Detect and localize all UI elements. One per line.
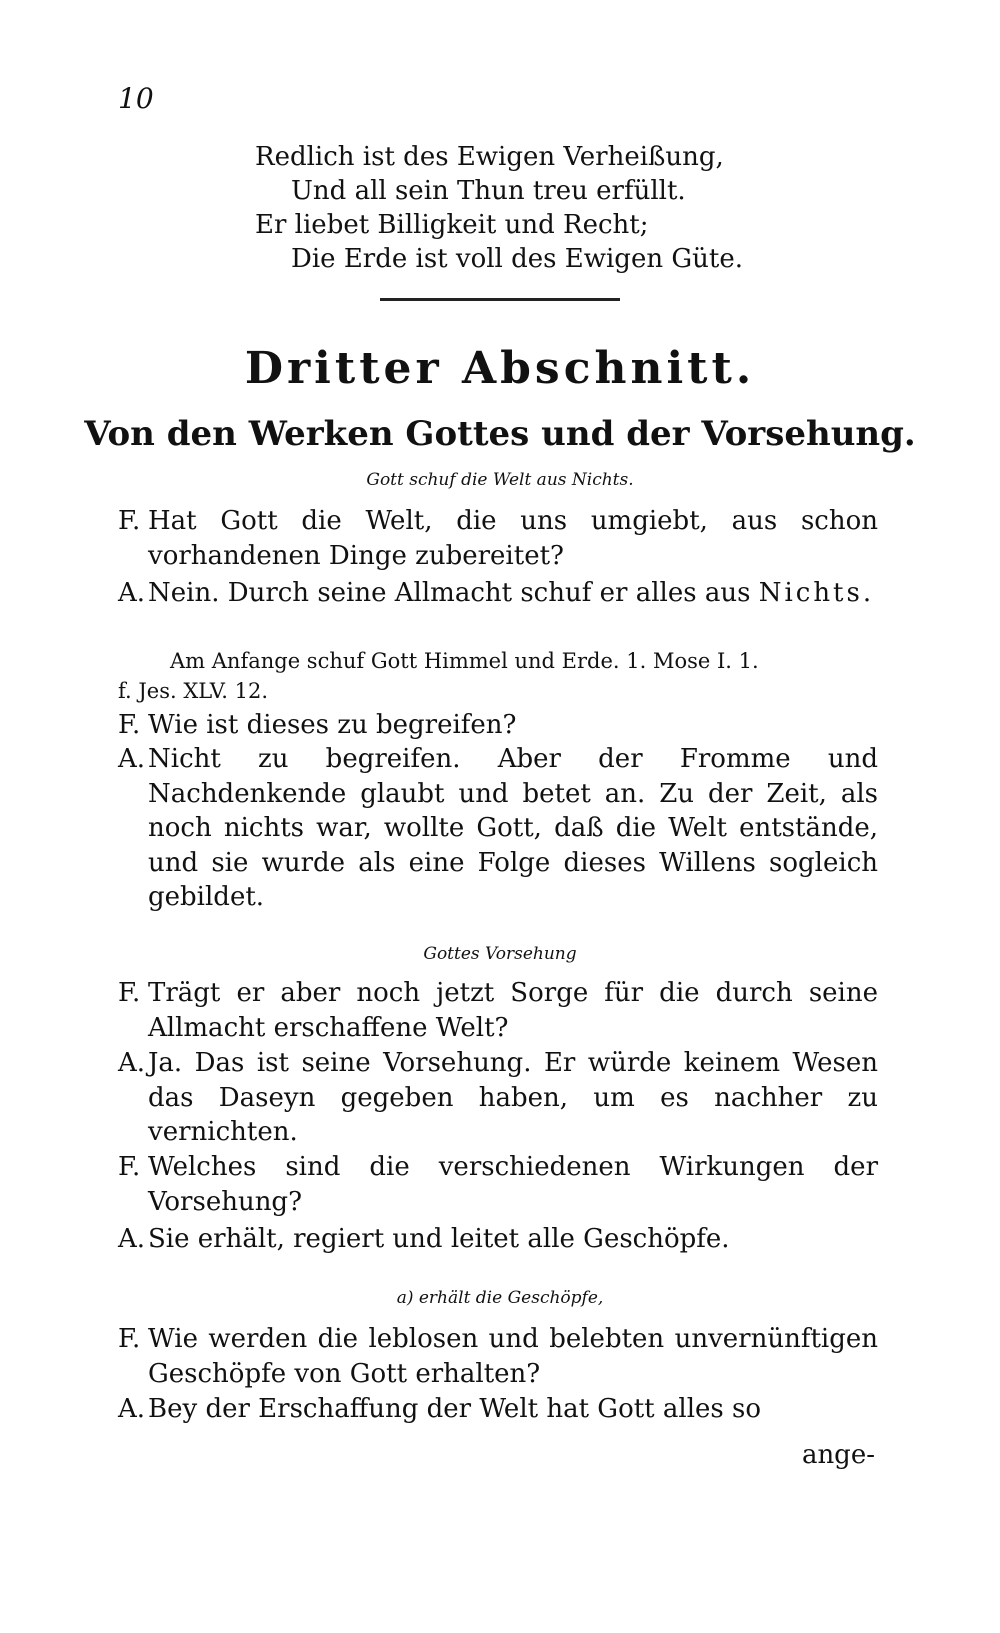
- qa-item: [118, 576, 878, 611]
- qa-label: F.: [118, 1324, 141, 1354]
- qa-item: [118, 1322, 878, 1391]
- reference-line: f. Jes. XLV. 12.: [118, 679, 268, 703]
- qa-item: [118, 708, 878, 743]
- qa-label: A.: [118, 578, 146, 608]
- qa-text-part: .: [862, 578, 872, 608]
- qa-item: [118, 1392, 878, 1427]
- qa-item: [118, 504, 878, 573]
- poem-stanza: [255, 140, 743, 276]
- qa-label: A.: [118, 1048, 146, 1078]
- qa-text: [118, 576, 878, 611]
- qa-text: Wie ist dieses zu begreifen?: [148, 710, 517, 740]
- qa-text: Bey der Erschaffung der Welt hat Gott alles so: [148, 1394, 762, 1424]
- qa-text-part: Nein. Durch seine Allmacht schuf er alles aus: [148, 578, 759, 608]
- qa-text: Hat Gott die Welt, die uns umgiebt, aus schon vorhandenen Dinge zubereitet?: [148, 506, 878, 571]
- qa-text: Wie werden die leblosen und belebten unvernünftigen Geschöpfe von Gott erhalten?: [148, 1324, 878, 1389]
- qa-label: A.: [118, 744, 146, 774]
- chapter-title: Dritter Abschnitt.: [244, 343, 756, 394]
- qa-text: Sie erhält, regiert und leitet alle Geschöpfe.: [148, 1224, 730, 1254]
- poem-line: Er liebet Billigkeit und Recht;: [255, 210, 649, 240]
- side-note: Gott schuf die Welt aus Nichts.: [366, 470, 634, 490]
- poem-line: Die Erde ist voll des Ewigen Güte.: [291, 244, 743, 274]
- qa-item: [118, 1150, 878, 1219]
- emphasis-word: Nichts: [758, 578, 863, 608]
- qa-text: Nicht zu begreifen. Aber der Fromme und Nachdenkende glaubt und betet an. Zu der Zeit, als noch nichts war, wollte Gott, daß die Welt entstände, und sie wurde als eine Folge dieses Willens sogleich gebildet.: [148, 744, 878, 912]
- section-divider: [380, 298, 620, 301]
- poem-line: Redlich ist des Ewigen Verheißung,: [255, 142, 724, 172]
- qa-text: Ja. Das ist seine Vorsehung. Er würde keinem Wesen das Daseyn gegeben haben, um es nachher zu vernichten.: [148, 1048, 878, 1147]
- poem-line: Und all sein Thun treu erfüllt.: [291, 176, 686, 206]
- qa-text: Trägt er aber noch jetzt Sorge für die durch seine Allmacht erschaffene Welt?: [148, 978, 878, 1043]
- side-note: a) erhält die Geschöpfe,: [396, 1288, 604, 1308]
- qa-item: [118, 742, 878, 915]
- qa-label: A.: [118, 1224, 146, 1254]
- qa-label: F.: [118, 710, 141, 740]
- page-number: 10: [118, 82, 154, 115]
- side-note: Gottes Vorsehung: [423, 944, 577, 964]
- section-title: Von den Werken Gottes und der Vorsehung.: [84, 414, 916, 454]
- bible-reference: [118, 646, 878, 706]
- qa-item: [118, 1222, 878, 1257]
- reference-line: Am Anfange schuf Gott Himmel und Erde. 1. Mose I. 1.: [170, 649, 759, 673]
- qa-item: [118, 1046, 878, 1150]
- qa-label: F.: [118, 978, 141, 1008]
- qa-label: F.: [118, 506, 141, 536]
- qa-label: F.: [118, 1152, 141, 1182]
- qa-label: A.: [118, 1394, 146, 1424]
- qa-item: [118, 976, 878, 1045]
- catchword: ange-: [801, 1440, 875, 1470]
- qa-text: Welches sind die verschiedenen Wirkungen der Vorsehung?: [148, 1152, 878, 1217]
